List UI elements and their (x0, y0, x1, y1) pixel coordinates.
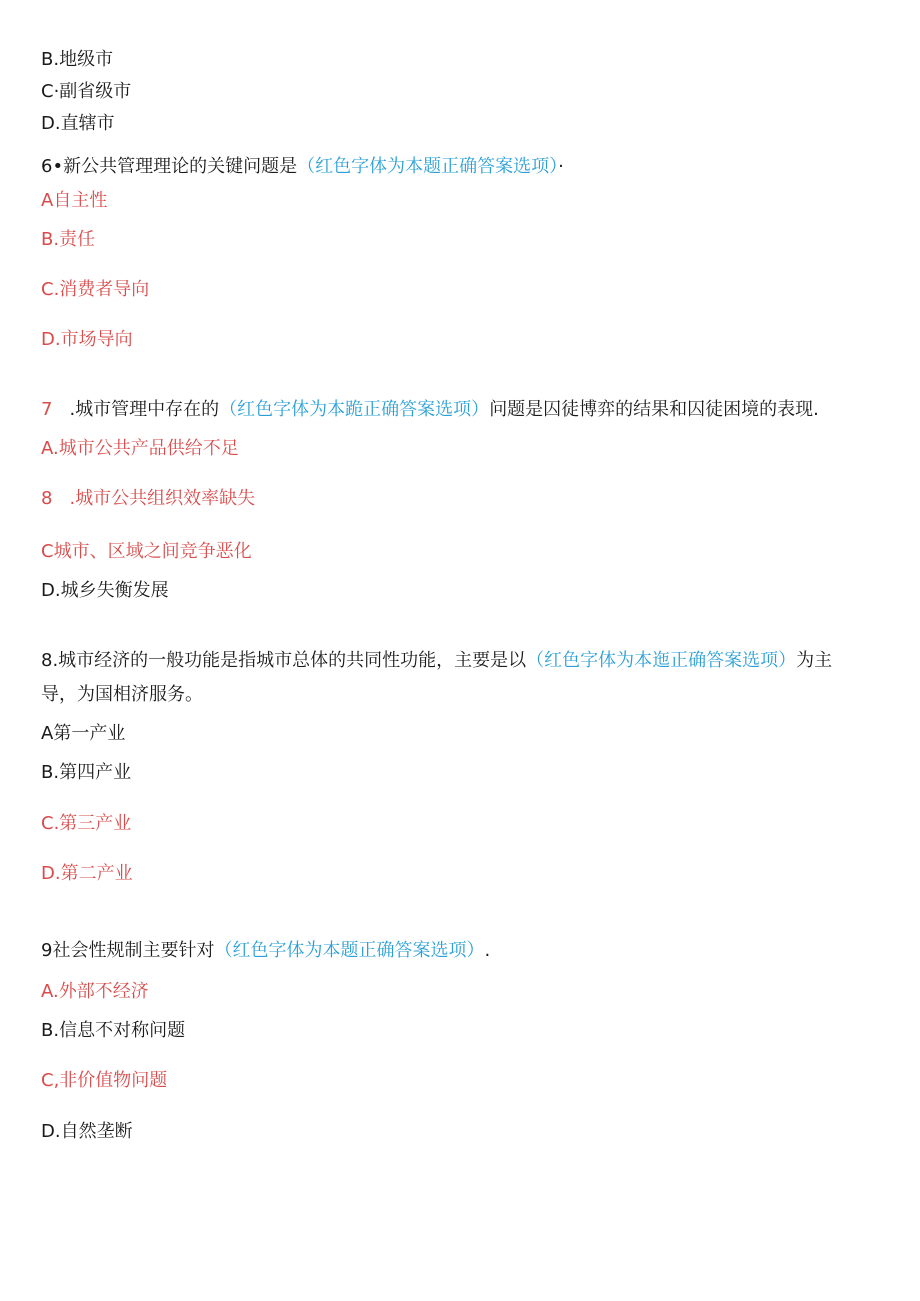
q8-stem-end: 为主 (796, 650, 833, 671)
q9-stem (41, 939, 490, 963)
q9-option-d: D.自然垄断 (41, 1121, 133, 1142)
q8-option-b: B.第四产业 (41, 762, 132, 783)
q7-stem (41, 398, 819, 422)
q9-stem-text: 9社会性规制主要针对 (41, 940, 215, 961)
prev-option-d: D.直辖市 (41, 113, 115, 134)
q8-stem-continued: 导，为国相济服务。 (41, 684, 203, 705)
prev-option-b: B.地级市 (41, 49, 114, 70)
q7-option-a: A.城市公共产品供给不足 (41, 438, 239, 459)
q6-option-b: B.责任 (41, 229, 96, 250)
q7-option-b-text: .城市公共组织效率缺失 (69, 488, 256, 509)
q9-option-b: B.信息不对称问题 (41, 1020, 186, 1041)
q8-option-d: D.第二产业 (41, 863, 133, 884)
q8-option-a: A第一产业 (41, 723, 126, 744)
q9-option-a: A.外部不经济 (41, 981, 149, 1002)
q6-answer-hint: （红色字体为本题正确答案选项） (297, 156, 559, 177)
q7-number: 7 (41, 399, 53, 420)
q6-option-a: A自主性 (41, 190, 108, 211)
q6-stem-end: · (558, 156, 564, 177)
q6-option-d: D.市场导向 (41, 329, 133, 350)
q7-option-b-number: 8 (41, 488, 53, 509)
q9-stem-end: . (484, 940, 491, 961)
q6-stem (41, 155, 564, 179)
q6-option-c: C.消费者导向 (41, 279, 150, 300)
q9-option-c: C,非价值物问题 (41, 1070, 168, 1091)
q7-option-d: D.城乡失衡发展 (41, 580, 169, 601)
q7-stem-text: .城市管理中存在的 (69, 399, 220, 420)
q7-option-c: C城市、区域之间竞争恶化 (41, 541, 252, 562)
q8-stem (41, 649, 832, 673)
q8-answer-hint: （红色字体为本迤正确答案选项） (526, 650, 797, 671)
q7-stem-end: 问题是囚徒博弈的结果和囚徒困境的表现. (489, 399, 819, 420)
q8-option-c: C.第三产业 (41, 813, 132, 834)
prev-option-c: C·副省级市 (41, 81, 132, 102)
q8-stem-text: 8.城市经济的一般功能是指城市总体的共同性功能，主要是以 (41, 650, 527, 671)
q7-answer-hint: （红色字体为本跪正确答案选项） (219, 399, 490, 420)
q6-stem-text: 6•新公共管理理论的关键问题是 (41, 156, 298, 177)
q9-answer-hint: （红色字体为本题正确答案选项） (214, 940, 485, 961)
q7-option-b (41, 487, 255, 511)
